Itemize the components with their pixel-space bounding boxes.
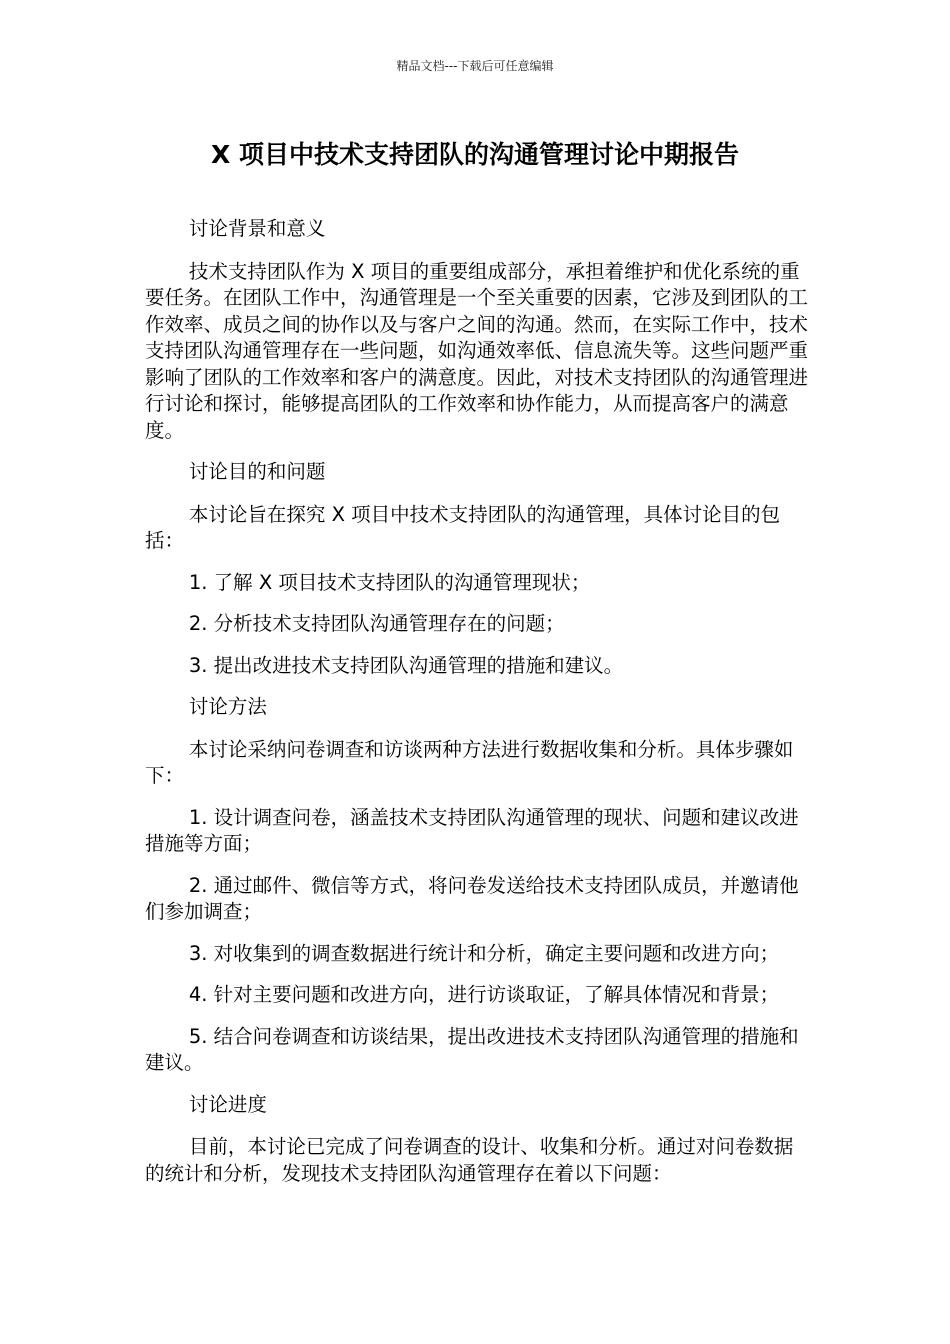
list-item: 2. 通过邮件、微信等方式，将问卷发送给技术支持团队成员，并邀请他们参加调查；: [145, 873, 799, 923]
paragraph-method: 本讨论采纳问卷调查和访谈两种方法进行数据收集和分析。具体步骤如下：: [145, 737, 794, 787]
header-note: 精品文档---下载后可任意编辑: [396, 59, 554, 73]
list-item: 5. 结合问卷调查和访谈结果，提出改进技术支持团队沟通管理的措施和建议。: [145, 1024, 799, 1074]
list-item: 3. 对收集到的调查数据进行统计和分析，确定主要问题和改进方向；: [188, 941, 780, 965]
paragraph-background: 技术支持团队作为 X 项目的重要组成部分，承担着维护和优化系统的重要任务。在团队工作中，沟通管理是一个至关重要的因素，它涉及到团队的工作效率、成员之间的协作以及与客户之间的沟通。然而，在实际工作中，技术支持团队沟通管理存在一些问题，如沟通效率低、信息流失等。这些问题严重影响了团队的工作效率和客户的满意度。因此，对技术支持团队的沟通管理进行讨论和探讨，能够提高团队的工作效率和协作能力，从而提高客户的满意度。: [145, 259, 809, 442]
list-item: 3. 提出改进技术支持团队沟通管理的措施和建议。: [188, 653, 624, 677]
document-title: X 项目中技术支持团队的沟通管理讨论中期报告: [211, 140, 739, 169]
document-body: [145, 216, 810, 1202]
section-heading-purpose: 讨论目的和问题: [188, 460, 326, 483]
section-heading-method: 讨论方法: [188, 695, 267, 718]
list-item: 1. 设计调查问卷，涵盖技术支持团队沟通管理的现状、问题和建议改进措施等方面；: [145, 805, 799, 855]
list-item: 2. 分析技术支持团队沟通管理存在的问题；: [188, 612, 565, 635]
section-heading-background: 讨论背景和意义: [188, 217, 326, 240]
list-item: 4. 针对主要问题和改进方向，进行访谈取证，了解具体情况和背景；: [188, 983, 780, 1006]
paragraph-purpose: 本讨论旨在探究 X 项目中技术支持团队的沟通管理，具体讨论目的包括：: [145, 502, 781, 552]
section-heading-progress: 讨论进度: [188, 1092, 267, 1116]
list-item: 1. 了解 X 项目技术支持团队的沟通管理现状；: [188, 570, 591, 594]
paragraph-progress: 目前，本讨论已完成了问卷调查的设计、收集和分析。通过对问卷数据的统计和分析，发现技术支持团队沟通管理存在着以下问题：: [145, 1135, 794, 1185]
